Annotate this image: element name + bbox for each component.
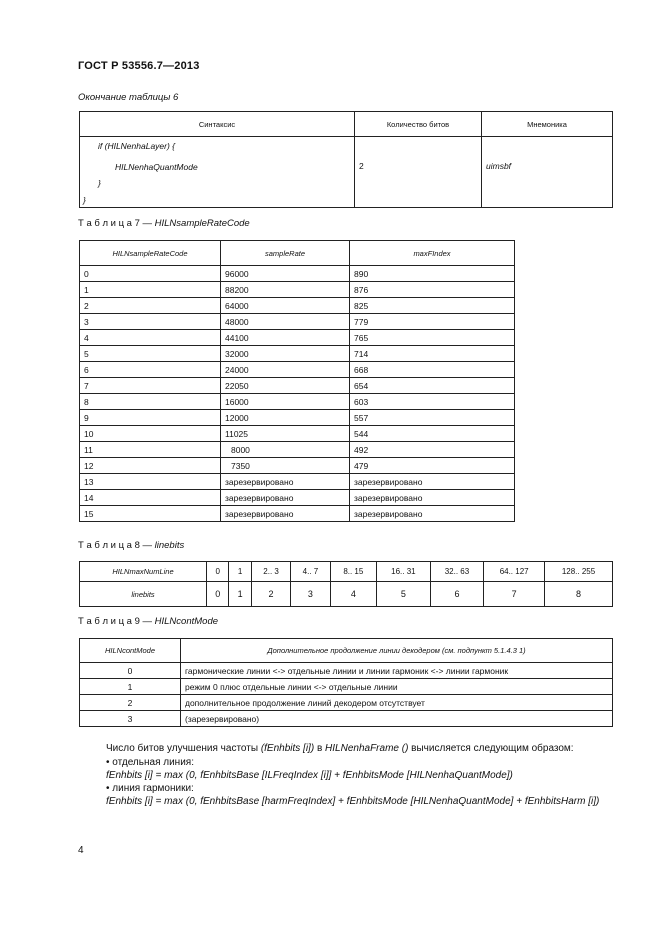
table8 — [79, 561, 613, 607]
table6-syntax-cell — [80, 137, 355, 208]
table6 — [79, 111, 613, 208]
text-fragment: в — [314, 743, 326, 754]
table-row — [80, 330, 515, 346]
table-cell: 13 — [80, 474, 221, 490]
table-cell: 492 — [350, 442, 515, 458]
table9 — [79, 638, 613, 727]
table-row — [80, 442, 515, 458]
table-cell: 2 — [251, 582, 290, 607]
table-cell: 0 — [207, 582, 229, 607]
table-cell: 15 — [80, 506, 221, 522]
table-cell: 0 — [207, 562, 229, 582]
table-cell: 8000 — [221, 442, 350, 458]
table-cell: 2.. 3 — [251, 562, 290, 582]
table-cell: 11 — [80, 442, 221, 458]
text-fragment: вычисляется следующим образом: — [408, 743, 574, 754]
table-cell: 128.. 255 — [545, 562, 613, 582]
table7-caption-name: HILNsampleRateCode — [154, 218, 250, 229]
table7-header: maxFIndex — [350, 241, 515, 266]
table-cell: 88200 — [221, 282, 350, 298]
table-cell: 4.. 7 — [291, 562, 330, 582]
table-row — [80, 378, 515, 394]
table-cell: 3 — [80, 711, 181, 727]
table-cell: 1 — [80, 679, 181, 695]
text-fragment: Число битов улучшения частоты — [106, 743, 261, 754]
table-cell: 668 — [350, 362, 515, 378]
table-cell: 0 — [80, 266, 221, 282]
table-cell: зарезервировано — [221, 474, 350, 490]
table-cell: 890 — [350, 266, 515, 282]
table-cell: 12000 — [221, 410, 350, 426]
table7-caption — [78, 218, 250, 229]
table-cell: 64000 — [221, 298, 350, 314]
table-row — [80, 426, 515, 442]
table7 — [79, 240, 515, 522]
table-cell: 44100 — [221, 330, 350, 346]
table-cell: 7 — [80, 378, 221, 394]
table-cell: 4 — [80, 330, 221, 346]
table9-caption-name: HILNcontMode — [154, 616, 219, 627]
table-cell: 557 — [350, 410, 515, 426]
table6-caption: Окончание таблицы 6 — [78, 92, 179, 103]
text-fragment: (fEnhbits [i]) — [260, 743, 315, 754]
table-cell: 2 — [80, 695, 181, 711]
table-cell: 6 — [430, 582, 484, 607]
table-cell: 3 — [291, 582, 330, 607]
table-cell: 765 — [350, 330, 515, 346]
table-cell: 876 — [350, 282, 515, 298]
table-cell: зарезервировано — [350, 474, 515, 490]
table-row — [80, 266, 515, 282]
table9-caption-prefix: Т а б л и ц а 9 — — [78, 616, 155, 627]
paragraph-intro — [78, 742, 616, 756]
table-cell: 10 — [80, 426, 221, 442]
document-header: ГОСТ Р 53556.7—2013 — [78, 60, 200, 72]
syntax-line-if: if (HILNenhaLayer) { — [98, 141, 176, 151]
table8-caption-name: linebits — [154, 540, 185, 551]
table-cell: 5 — [377, 582, 431, 607]
table-cell: (зарезервировано) — [181, 711, 613, 727]
table-cell: 48000 — [221, 314, 350, 330]
table-row — [80, 663, 613, 679]
bullet-single-line: • отдельная линия: — [106, 757, 194, 768]
formula-single-line: fEnhbits [i] = max (0, fEnhbitsBase [ILFreqIndex [i]] + fEnhbitsMode [HILNenhaQuantMode]) — [106, 770, 513, 781]
table-cell: 2 — [80, 298, 221, 314]
table-cell: 654 — [350, 378, 515, 394]
bullet-harmonic-line: • линия гармоники: — [106, 783, 194, 794]
table-cell: 6 — [80, 362, 221, 378]
table-cell: 32000 — [221, 346, 350, 362]
table-row — [80, 458, 515, 474]
table-cell: 14 — [80, 490, 221, 506]
table-cell: зарезервировано — [221, 490, 350, 506]
table-row — [80, 346, 515, 362]
table9-header: Дополнительное продолжение линии декодером (см. подпункт 5.1.4.3 1) — [181, 639, 613, 663]
table-cell: 9 — [80, 410, 221, 426]
table7-header: sampleRate — [221, 241, 350, 266]
table-cell: 1 — [229, 582, 251, 607]
table-cell: 5 — [80, 346, 221, 362]
table-cell: 96000 — [221, 266, 350, 282]
table-cell: 0 — [80, 663, 181, 679]
syntax-line-close-inner: } — [98, 178, 101, 188]
table-cell: 8.. 15 — [330, 562, 376, 582]
table-cell: зарезервировано — [350, 490, 515, 506]
table8-caption — [78, 540, 184, 551]
table-cell: 825 — [350, 298, 515, 314]
table6-header-mnemonic: Мнемоника — [482, 112, 613, 137]
table-row — [80, 314, 515, 330]
table-cell: 12 — [80, 458, 221, 474]
table-row — [80, 298, 515, 314]
table-cell: 64.. 127 — [484, 562, 545, 582]
table-row — [80, 410, 515, 426]
table-row — [80, 695, 613, 711]
page-number: 4 — [78, 845, 84, 856]
table-row — [80, 474, 515, 490]
table-row — [80, 282, 515, 298]
table-cell: 22050 — [221, 378, 350, 394]
table-cell: 8 — [545, 582, 613, 607]
table-row — [80, 394, 515, 410]
table-cell: 3 — [80, 314, 221, 330]
table-cell: 8 — [80, 394, 221, 410]
table-cell: 479 — [350, 458, 515, 474]
table-cell: 24000 — [221, 362, 350, 378]
table7-caption-prefix: Т а б л и ц а 7 — — [78, 218, 155, 229]
table-cell: 544 — [350, 426, 515, 442]
table-cell: 1 — [229, 562, 251, 582]
table-cell: зарезервировано — [350, 506, 515, 522]
table-cell: 7 — [484, 582, 545, 607]
table8-row-label: linebits — [80, 582, 207, 607]
table8-caption-prefix: Т а б л и ц а 8 — — [78, 540, 155, 551]
table9-header: HILNcontMode — [80, 639, 181, 663]
table-cell: режим 0 плюс отдельные линии <-> отдельные линии — [181, 679, 613, 695]
table6-header-syntax: Синтаксис — [80, 112, 355, 137]
table-cell: 11025 — [221, 426, 350, 442]
table-row — [80, 362, 515, 378]
table8-row-label: HILNmaxNumLine — [80, 562, 207, 582]
table-cell: 779 — [350, 314, 515, 330]
table6-bits-cell: 2 — [355, 137, 482, 208]
table-cell: 1 — [80, 282, 221, 298]
syntax-line-close-outer: } — [83, 195, 86, 205]
table-cell: гармонические линии <-> отдельные линии и линии гармоник <-> линии гармоник — [181, 663, 613, 679]
formula-harmonic-line: fEnhbits [i] = max (0, fEnhbitsBase [harmFreqIndex] + fEnhbitsMode [HILNenhaQuantMode] + fEnhbitsHarm [i]) — [106, 796, 600, 807]
table-row — [80, 506, 515, 522]
table-cell: дополнительное продолжение линий декодером отсутствует — [181, 695, 613, 711]
table-row — [80, 679, 613, 695]
table9-caption — [78, 616, 218, 627]
table7-header: HILNsampleRateCode — [80, 241, 221, 266]
table-row — [80, 490, 515, 506]
table6-mnemonic-cell: uimsbf — [482, 137, 613, 208]
table-cell: 32.. 63 — [430, 562, 484, 582]
syntax-line-field: HILNenhaQuantMode — [115, 162, 198, 172]
table-cell: 7350 — [221, 458, 350, 474]
table-cell: зарезервировано — [221, 506, 350, 522]
table-cell: 16.. 31 — [377, 562, 431, 582]
table-cell: 4 — [330, 582, 376, 607]
table-cell: 714 — [350, 346, 515, 362]
table-cell: 16000 — [221, 394, 350, 410]
table-cell: 603 — [350, 394, 515, 410]
table6-header-bits: Количество битов — [355, 112, 482, 137]
table-row — [80, 711, 613, 727]
text-fragment: HILNenhaFrame () — [325, 743, 409, 754]
